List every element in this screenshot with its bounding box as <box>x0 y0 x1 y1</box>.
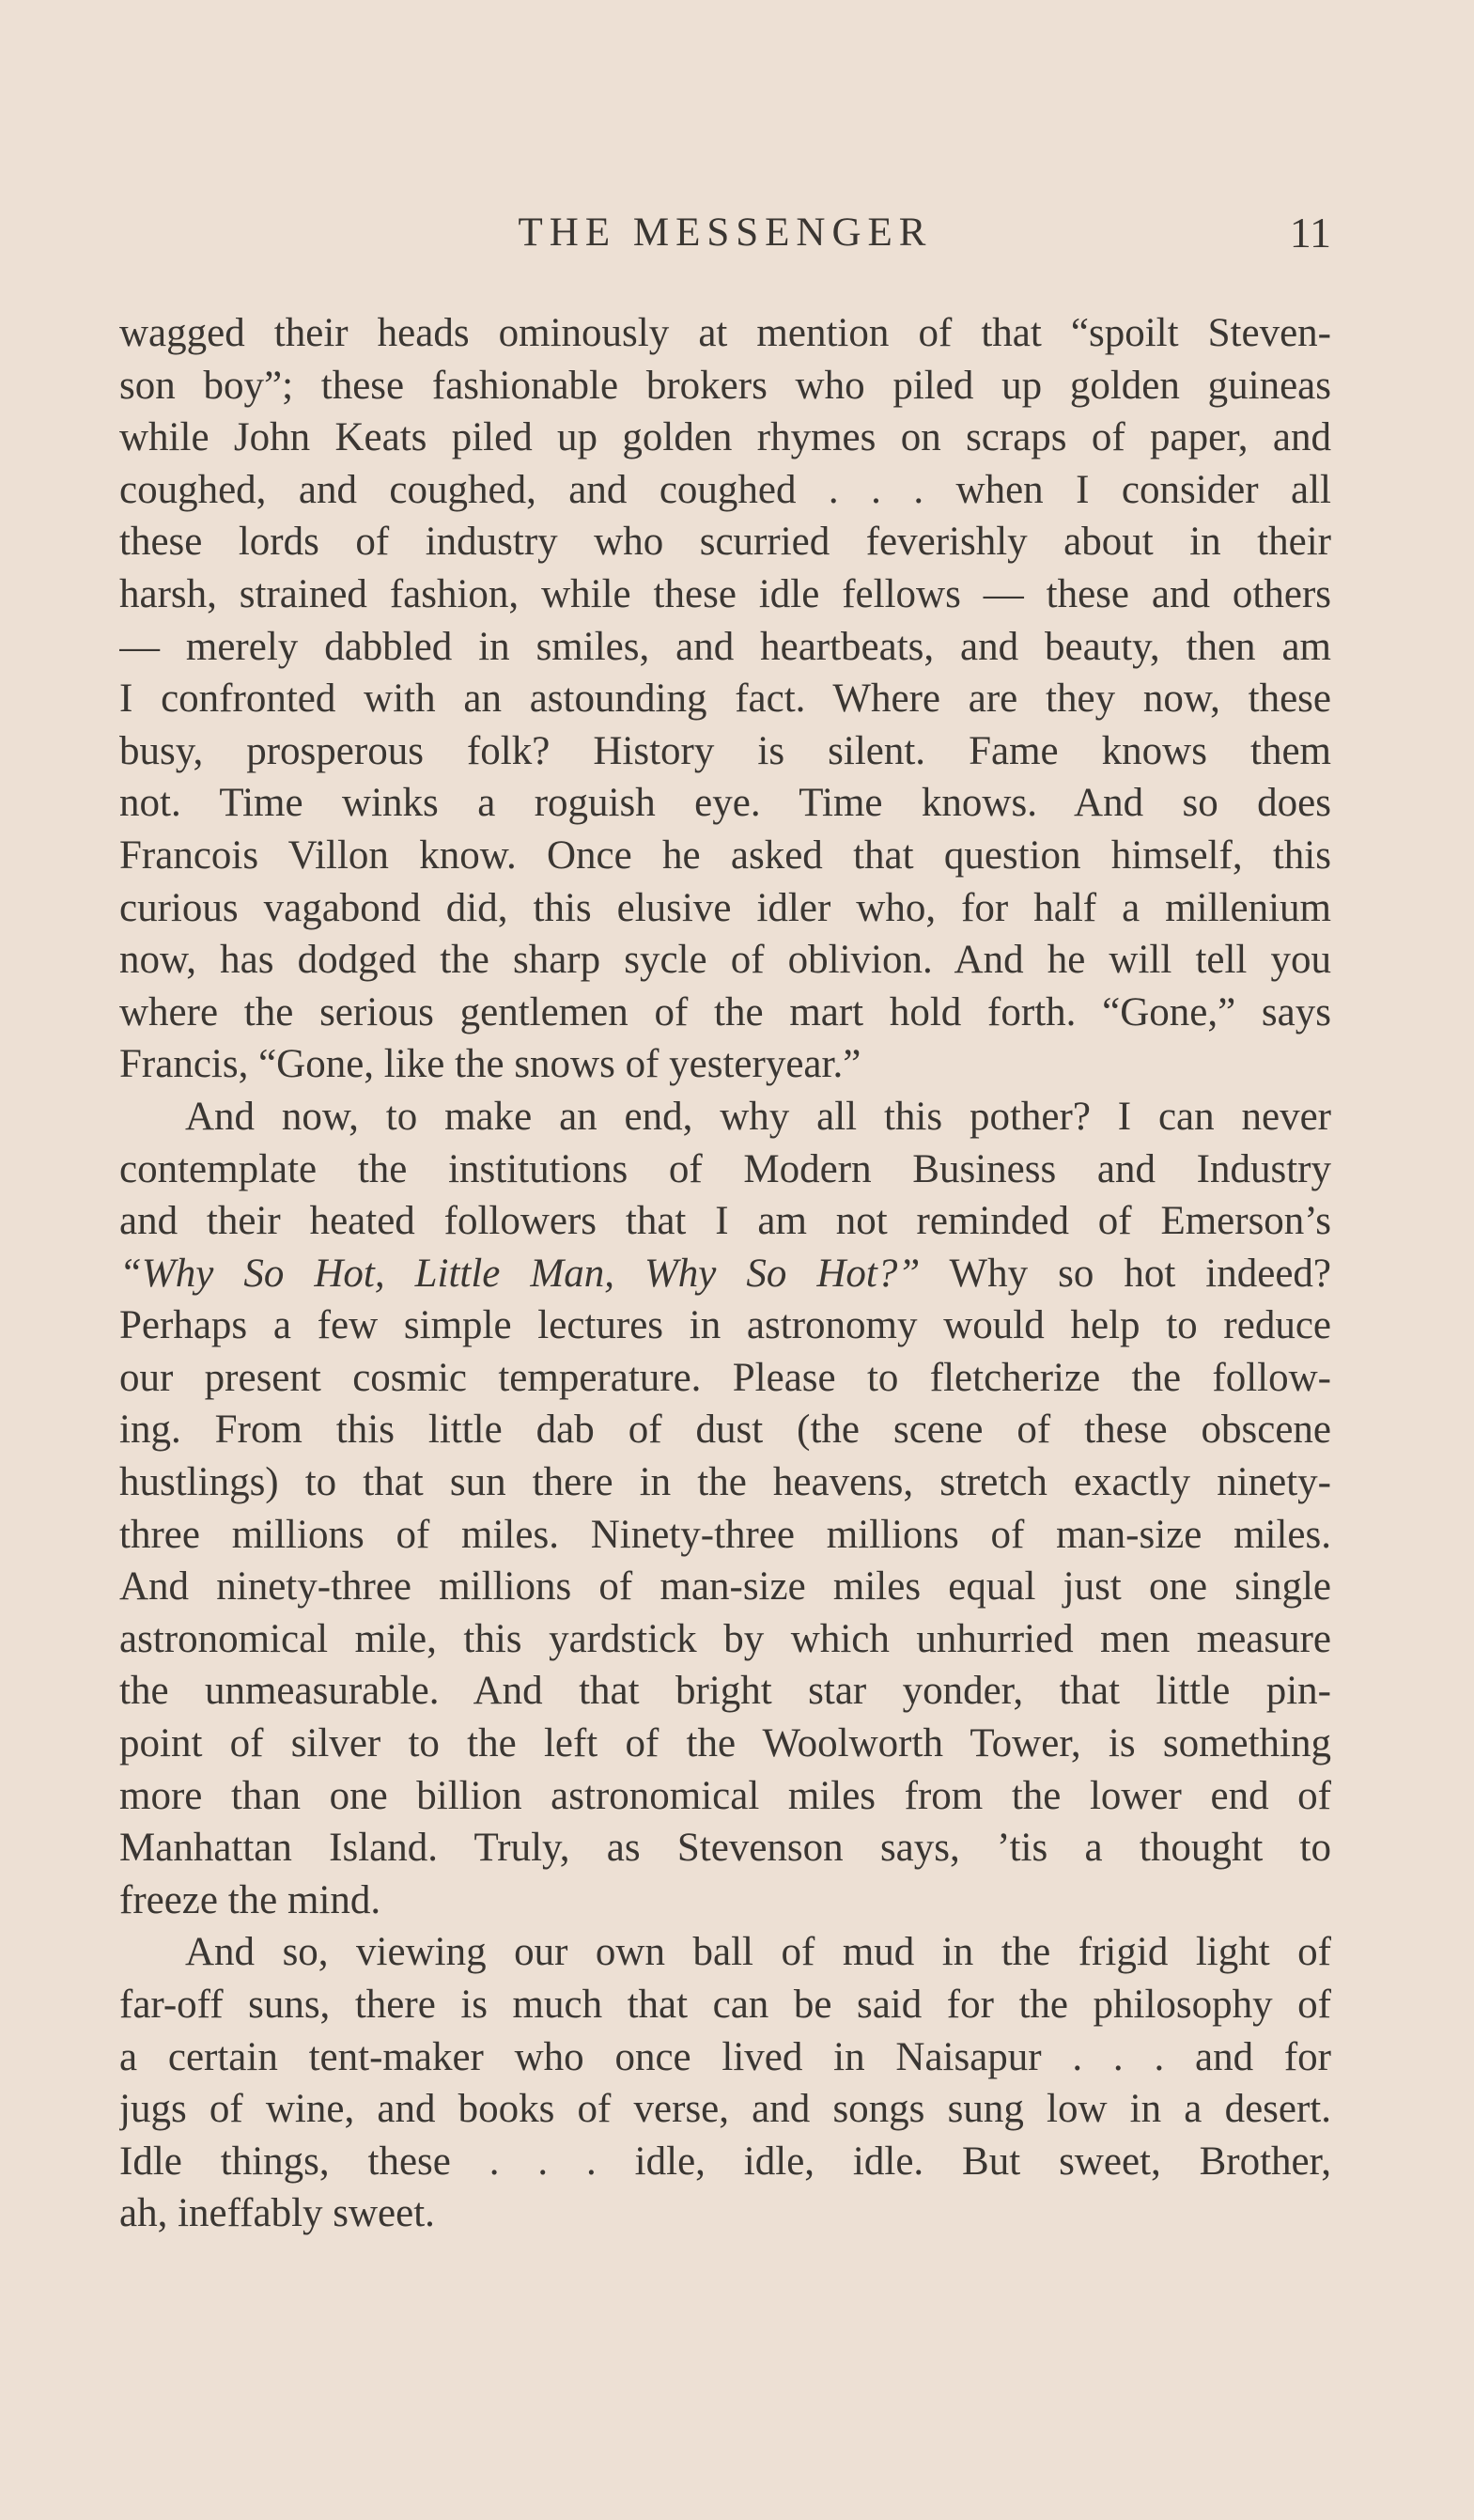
paragraph <box>119 307 1331 1091</box>
text-line: the unmeasurable. And that bright star yonder, that little pin- <box>119 1669 1331 1714</box>
text-line: contemplate the institutions of Modern Business and Industry <box>119 1146 1331 1191</box>
text-line: while John Keats piled up golden rhymes on scraps of paper, and <box>119 415 1331 460</box>
text-line: where the serious gentlemen of the mart hold forth. “Gone,” says <box>119 989 1331 1034</box>
text-line: curious vagabond did, this elusive idler who, for half a millenium <box>119 885 1331 930</box>
text-line: a certain tent-maker who once lived in Naisapur . . . and for <box>119 2034 1331 2079</box>
page-number: 11 <box>1289 209 1331 257</box>
body-text <box>119 307 1331 2240</box>
text-line: ah, ineffably sweet. <box>119 2191 435 2236</box>
text-line: I confronted with an astounding fact. Where are they now, these <box>119 677 1331 722</box>
text-line: wagged their heads ominously at mention of that “spoilt Steven- <box>119 311 1331 355</box>
running-title: THE MESSENGER <box>518 210 933 255</box>
text-line: astronomical mile, this yardstick by which unhurried men measure <box>119 1616 1331 1661</box>
text-line: hustlings) to that sun there in the heavens, stretch exactly ninety- <box>119 1460 1331 1505</box>
text-line: more than one billion astronomical miles from the lower end of <box>119 1773 1331 1818</box>
text-line: ing. From this little dab of dust (the scene of these obscene <box>119 1408 1331 1453</box>
text-line: Perhaps a few simple lectures in astronomy would help to reduce <box>119 1303 1331 1348</box>
text-line: Manhattan Island. Truly, as Stevenson says, ’tis a thought to <box>119 1826 1331 1871</box>
text-line: and their heated followers that I am not reminded of Emerson’s <box>119 1199 1331 1244</box>
text-line: busy, prosperous folk? History is silent. Fame knows them <box>119 728 1331 773</box>
text-line: these lords of industry who scurried feverishly about in their <box>119 520 1331 565</box>
text-line: Francois Villon know. Once he asked that question himself, this <box>119 832 1331 878</box>
text-line: our present cosmic temperature. Please to fletcherize the follow- <box>119 1355 1331 1400</box>
text-line: harsh, strained fashion, while these idle fellows — these and others <box>119 571 1331 616</box>
text-line: son boy”; these fashionable brokers who piled up golden guineas <box>119 363 1331 408</box>
text-line: not. Time winks a roguish eye. Time knows. And so does <box>119 781 1331 826</box>
text-line: now, has dodged the sharp sycle of oblivion. And he will tell you <box>119 938 1331 983</box>
text-line: — merely dabbled in smiles, and heartbeats, and beauty, then am <box>119 624 1331 669</box>
running-head <box>119 205 1331 261</box>
text-line: And now, to make an end, why all this pother? I can never <box>185 1094 1331 1139</box>
paragraph <box>119 1091 1331 1927</box>
text-line: jugs of wine, and books of verse, and songs sung low in a desert. <box>119 2087 1331 2132</box>
text-line: Idle things, these . . . idle, idle, idle. But sweet, Brother, <box>119 2139 1331 2184</box>
text-line: And ninety-three millions of man-size miles equal just one single <box>119 1564 1331 1610</box>
text-line: coughed, and coughed, and coughed . . . when I consider all <box>119 467 1331 512</box>
text-line: Francis, “Gone, like the snows of yesteryear.” <box>119 1042 861 1087</box>
text-line: And so, viewing our own ball of mud in the frigid light of <box>185 1930 1331 1975</box>
text-line: three millions of miles. Ninety-three millions of man-size miles. <box>119 1512 1331 1557</box>
text-line: far-off suns, there is much that can be said for the philosophy of <box>119 1983 1331 2027</box>
text-line: point of silver to the left of the Woolworth Tower, is something <box>119 1721 1331 1766</box>
text-line: “Why So Hot, Little Man, Why So Hot?” Why so hot indeed? <box>119 1251 1331 1296</box>
paragraph <box>119 1926 1331 2240</box>
text-line: freeze the mind. <box>119 1877 381 1922</box>
